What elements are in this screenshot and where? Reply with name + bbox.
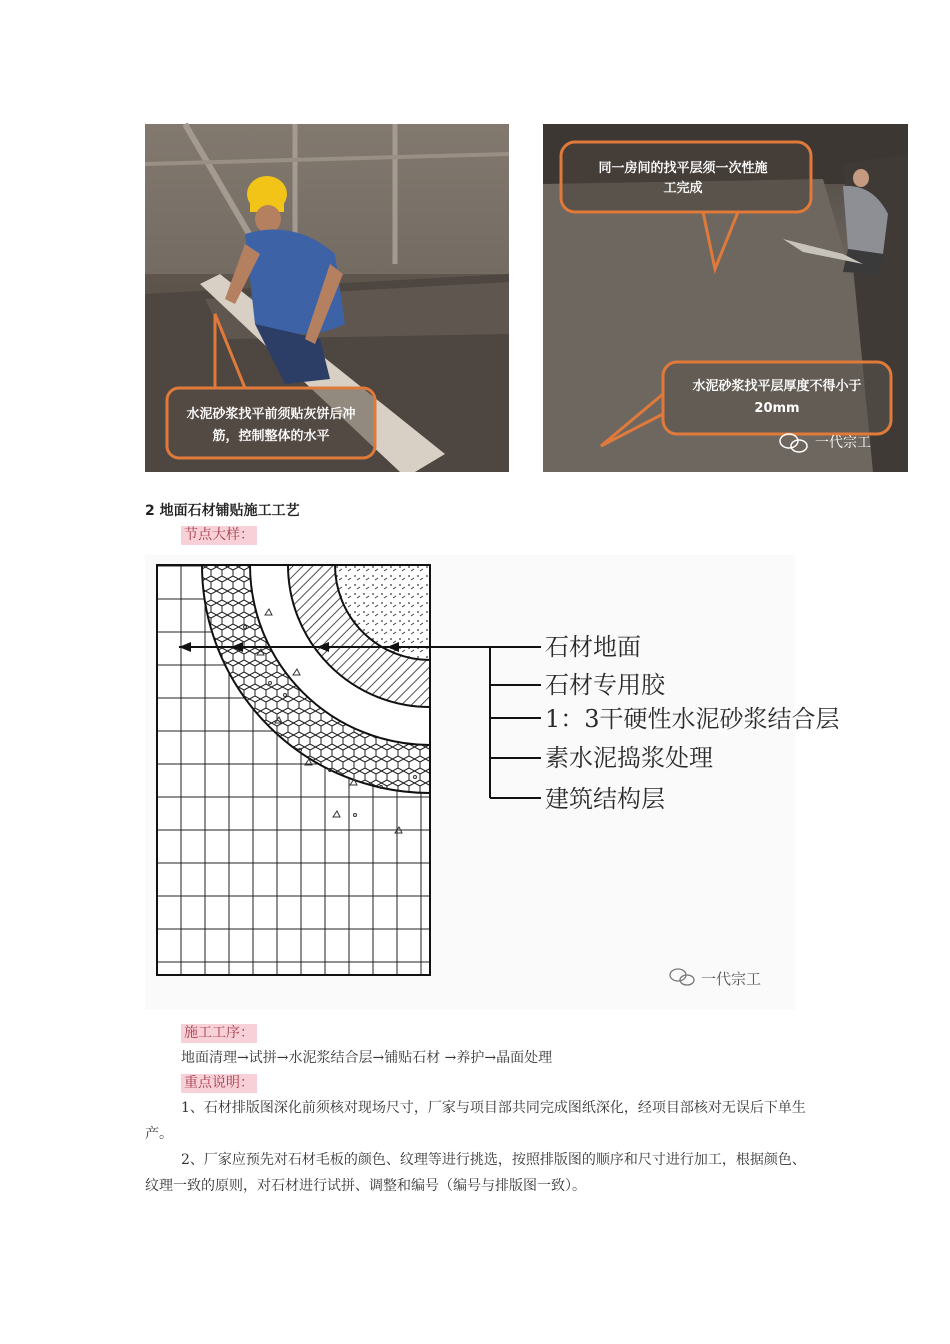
- node-detail-diagram: [145, 555, 840, 1010]
- label-stone-floor: 石材地面: [545, 633, 641, 661]
- section-heading: 2 地面石材铺贴施工工艺: [145, 503, 300, 519]
- right-callout-bottom-line-1: 水泥砂浆找平层厚度不得小于: [692, 379, 862, 394]
- process-steps: 地面清理→试拼→水泥浆结合层→铺贴石材 →养护→晶面处理: [181, 1050, 553, 1066]
- label-stone-adhesive: 石材专用胶: [545, 671, 665, 699]
- right-callout-top-line-2: 工完成: [663, 181, 703, 196]
- left-callout-line-2: 筋，控制整体的水平: [212, 429, 330, 444]
- left-callout-line-1: 水泥砂浆找平前须贴灰饼后冲: [186, 407, 356, 422]
- right-photo-watermark: 一代宗工: [815, 435, 871, 451]
- wechat-icon: [670, 969, 694, 985]
- photo-worker-screeding: [145, 124, 509, 472]
- photo-finished-screed: [543, 124, 908, 472]
- process-tag: 施工工序：: [181, 1024, 257, 1043]
- label-structure: 建筑结构层: [545, 785, 665, 813]
- diagram-watermark: 一代宗工: [701, 970, 762, 988]
- label-dry-mortar: 1：3干硬性水泥砂浆结合层: [545, 705, 840, 733]
- right-callout-top-line-1: 同一房间的找平层须一次性施: [598, 161, 768, 176]
- detail-tag: 节点大样：: [181, 526, 257, 545]
- right-callout-bottom-line-2: 20mm: [754, 401, 800, 416]
- keypoints-tag: 重点说明：: [181, 1074, 257, 1093]
- label-cement-slurry: 素水泥捣浆处理: [545, 744, 713, 772]
- keypoint-1: 1、石材排版图深化前须核对现场尺寸，厂家与项目部共同完成图纸深化，经项目部核对无误后下单生产。: [145, 1100, 806, 1142]
- keypoint-2: 2、厂家应预先对石材毛板的颜色、纹理等进行挑选，按照排版图的顺序和尺寸进行加工，根据颜色、纹理一致的原则，对石材进行试拼、调整和编号（编号与排版图一致）。: [145, 1152, 806, 1194]
